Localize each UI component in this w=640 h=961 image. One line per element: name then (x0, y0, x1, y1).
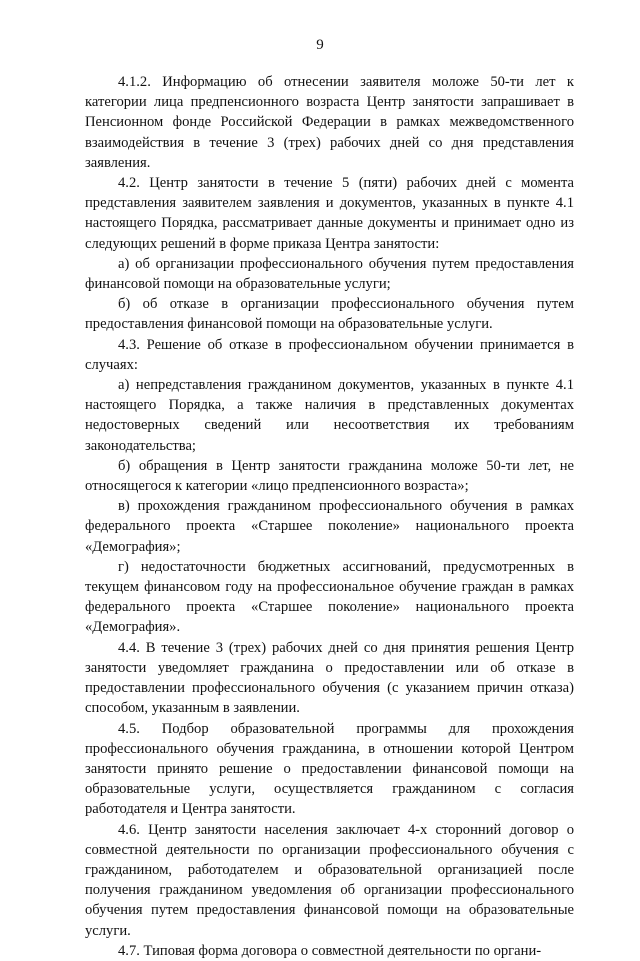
page-number: 9 (316, 37, 324, 53)
paragraph-4-3-a: а) непредставления гражданином документов, указанных в пункте 4.1 настоящего Порядка, а также наличия в представленных документах недостоверных сведений или несоответствия их требованиям законодательства; (85, 377, 574, 454)
document-body (85, 72, 574, 961)
paragraph-4-1-2: 4.1.2. Информацию об отнесении заявителя моложе 50-ти лет к категории лица предпенсионного возраста Центр занятости запрашивает в Пенсионном фонде Российской Федерации в рамках межведомственного взаимодействия в течение 3 (трех) рабочих дней со дня представления заявления. (85, 74, 574, 171)
paragraph-4-3: 4.3. Решение об отказе в профессиональном обучении принимается в случаях: (85, 336, 574, 373)
paragraph-4-6: 4.6. Центр занятости населения заключает 4-х сторонний договор о совместной деятельности по организации профессионального обучения с гражданином, работодателем и образовательной организацией после получения гражданином уведомления об организации профессионального обучения путем предоставления финансовой помощи на образовательные услуги. (85, 821, 574, 939)
paragraph-4-3-b: б) обращения в Центр занятости гражданина моложе 50-ти лет, не относящегося к категории «лицо предпенсионного возраста»; (85, 457, 574, 495)
paragraph-4-2: 4.2. Центр занятости в течение 5 (пяти) рабочих дней с момента представления заявителем заявления и документов, указанных в пункте 4.1 настоящего Порядка, рассматривает данные документы и принимает одно из следующих решений в форме приказа Центра занятости: (85, 175, 574, 252)
paragraph-4-7: 4.7. Типовая форма договора о совместной деятельности по органи- (118, 942, 542, 959)
paragraph-4-2-a: а) об организации профессионального обучения путем предоставления финансовой помощи на образовательные услуги; (85, 255, 574, 293)
paragraph-4-4: 4.4. В течение 3 (трех) рабочих дней со дня принятия решения Центр занятости уведомляет гражданина о предоставлении или об отказе в предоставлении профессионального обучения (с указанием причин отказа) способом, указанным в заявлении. (85, 639, 574, 717)
paragraph-4-3-g: г) недостаточности бюджетных ассигнований, предусмотренных в текущем финансовом году на профессиональное обучение граждан в рамках федерального проекта «Старшее поколение» национального проекта «Демография». (85, 558, 574, 636)
paragraph-4-3-v: в) прохождения гражданином профессионального обучения в рамках федерального проекта «Старшее поколение» национального проекта «Демография»; (85, 498, 574, 555)
paragraph-4-5: 4.5. Подбор образовательной программы для прохождения профессионального обучения гражданина, в отношении которой Центром занятости принято решение о предоставлении финансовой помощи на образовательные услуги, осуществляется гражданином с согласия работодателя и Центра занятости. (85, 720, 574, 818)
paragraph-4-2-b: б) об отказе в организации профессионального обучения путем предоставления финансовой помощи на образовательные услуги. (85, 296, 574, 333)
